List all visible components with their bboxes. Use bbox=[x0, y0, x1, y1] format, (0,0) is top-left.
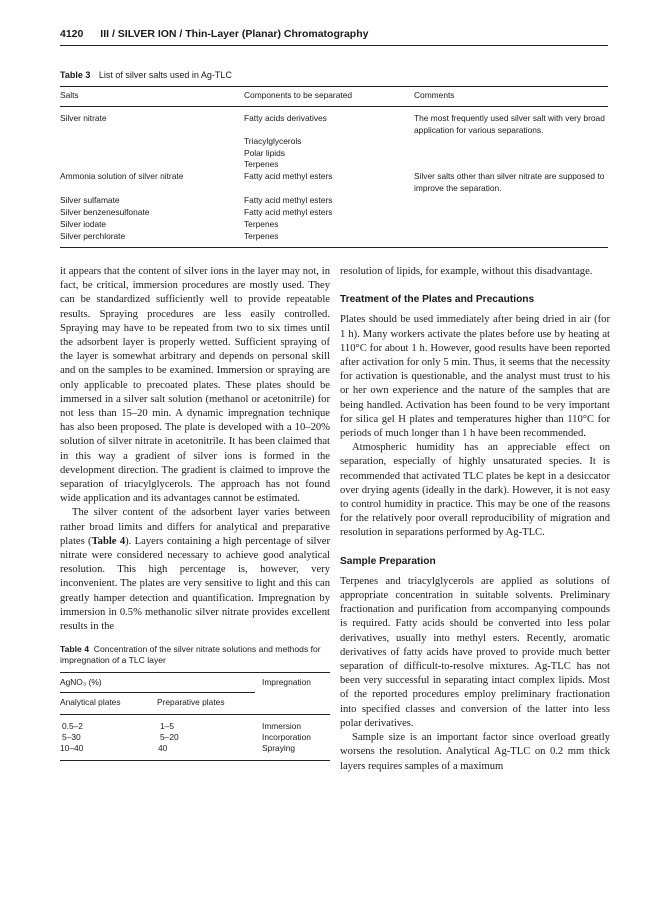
table4-reference: Table 4 bbox=[91, 535, 126, 547]
body-paragraph: Atmospheric humidity has an appreciable effect on separation, especially of highly unsaturated species. It is recommended that activated TLC plates be kept in a desiccator over drying agents (ideally in the dark). However, it is not easy to control humidity in practice. This may be one of the reasons for the relatively poor overall reproducibility of migration and resolution in separations performed by Ag-TLC. bbox=[340, 442, 610, 539]
component-cell: Fatty acid methyl esters bbox=[244, 207, 333, 217]
salt-cell: Silver nitrate bbox=[60, 113, 107, 123]
body-paragraph: Sample size is an important factor since overload greatly worsens the resolution. Analytical Ag-TLC on 0.2 mm thick layers requires samples of a maximum bbox=[340, 732, 610, 772]
table3-col-components: Components to be separated bbox=[244, 90, 353, 100]
table4-header-rule bbox=[60, 714, 330, 715]
table3-col-salts: Salts bbox=[60, 90, 79, 100]
section-heading: Sample Preparation bbox=[340, 555, 436, 567]
section-heading: Treatment of the Plates and Precautions bbox=[340, 294, 535, 306]
body-paragraph bbox=[60, 506, 330, 634]
salt-cell: Silver iodate bbox=[60, 219, 107, 229]
table3-label: Table 3 bbox=[60, 70, 91, 80]
preparative-cell: 1–5 bbox=[160, 721, 174, 732]
body-paragraph: Plates should be used immediately after being dried in air (for 1 h). Many workers activate the plates before use by heating at 110°C for about 1 h. However, good results have been reported after activation for only 5 min. Thus, it seems that the necessity for activation is questionable, and the analyst must trust to his or her own experience and the nature of the samples that are being handled. Activation has been found to be very important for silica gel H plates and temperatures higher than 110°C for periods of much longer than 1 h have been recommended. bbox=[340, 314, 610, 440]
impregnation-cell: Spraying bbox=[262, 743, 296, 754]
table-row bbox=[60, 721, 330, 732]
table3-header-rule bbox=[60, 106, 608, 107]
component-cell: Terpenes bbox=[244, 159, 279, 169]
salt-cell: Silver perchlorate bbox=[60, 231, 126, 241]
table4-header-agno3: AgNO₃ (%) bbox=[60, 677, 102, 688]
table3-col-comments: Comments bbox=[414, 90, 455, 100]
table4-top-rule bbox=[60, 672, 330, 673]
salt-cell: Silver benzenesulfonate bbox=[60, 207, 150, 217]
right-column bbox=[340, 265, 610, 774]
component-cell: Fatty acid methyl esters bbox=[244, 195, 333, 205]
component-cell: Polar lipids bbox=[244, 147, 285, 158]
analytical-cell: 5–30 bbox=[62, 732, 81, 743]
table4-header-impregnation: Impregnation bbox=[262, 677, 311, 688]
preparative-cell: 40 bbox=[158, 743, 168, 754]
table4 bbox=[60, 672, 330, 761]
table3-bottom-rule bbox=[60, 247, 608, 248]
component-cell: Fatty acids derivatives bbox=[244, 113, 327, 123]
component-cell: Terpenes bbox=[244, 219, 279, 229]
running-title: III / SILVER ION / Thin-Layer (Planar) Chromatography bbox=[100, 28, 369, 40]
impregnation-cell: Incorporation bbox=[262, 732, 311, 743]
body-paragraph: resolution of lipids, for example, without this disadvantage. bbox=[340, 266, 593, 277]
table4-bottom-rule bbox=[60, 760, 330, 761]
table4-subheader-row bbox=[60, 697, 330, 708]
text-run: ). Layers containing a high percentage of silver nitrate were considered necessary to achieve good analytical resolution. This high percentage is, however, very inconvenient. The plates are very sensitive to light and this can greatly hamper detection and quantification. Impregnation by immersion in 0.5% methanolic silver nitrate provides excellent results in the bbox=[60, 535, 330, 633]
analytical-cell: 10–40 bbox=[60, 743, 84, 754]
text-run: The silver content of the adsorbent layer varies between rather broad limits and differs for analytical and preparative plates ( bbox=[60, 507, 330, 547]
running-header bbox=[60, 28, 608, 40]
header-rule bbox=[60, 45, 608, 46]
preparative-cell: 5–20 bbox=[160, 732, 179, 743]
table3-caption-text: List of silver salts used in Ag-TLC bbox=[98, 70, 232, 80]
analytical-cell: 0.5–2 bbox=[62, 721, 83, 732]
table4-header-row bbox=[60, 677, 330, 688]
component-cell: Terpenes bbox=[244, 231, 279, 241]
table4-caption-text: Concentration of the silver nitrate solutions and methods for impregnation of a TLC layer bbox=[60, 644, 321, 666]
table4-caption bbox=[60, 644, 330, 666]
table-row bbox=[60, 732, 330, 743]
body-paragraph: Terpenes and triacylglycerols are applied as solutions of appropriate concentration in suitable solvents. Preliminary fractionation and purification from accompanying compounds is required. Fatty acids should be converted into less polar derivatives, usually into methyl esters. Recently, aromatic derivatives of fatty acids have proved to provide much better separation of difficult-to-resolve mixtures. Ag-TLC has not been very successful in separating intact complex lipids. Most of the reported procedures employ preliminary fractionation into specified classes and conversion of the latter into less polar derivatives. bbox=[340, 575, 610, 729]
body-paragraph: it appears that the content of silver ions in the layer may not, in fact, be critical, immersion procedures are mostly used. They can be standardized sufficiently well to provide repeatable results. Spraying procedures are less easily controlled. Spraying may have to be repeated from two to six times until the adsorbent layer is properly wetted. Sufficient spraying of the layer is somewhat arbitrary and depends on personal skill and on the samples to be examined. Immersion or spraying are only applicable to precoated plates. These plates should be immersed in a silver salt solution (methanol or acetonitrile) for not less than 15–20 min. A dynamic impregnation technique has also been proposed. The plate is developed with a 10–20% solution of silver nitrate in acetonitrile. It has been claimed that in this way a gradient of silver ions is formed in the development direction. The gradient is claimed to improve the separation of triacylglycerols. The approach has not found wide application and its advantages cannot be estimated. bbox=[60, 266, 330, 505]
salt-cell: Silver sulfamate bbox=[60, 195, 120, 205]
comment-cell: Silver salts other than silver nitrate are supposed to improve the separation. bbox=[414, 171, 605, 193]
salt-cell: Ammonia solution of silver nitrate bbox=[60, 171, 184, 181]
comment-cell: The most frequently used silver salt with very broad application for various separations. bbox=[414, 113, 605, 135]
table4-sub-analytical: Analytical plates bbox=[60, 697, 121, 708]
table4-sub-rule bbox=[60, 692, 255, 693]
component-cell: Fatty acid methyl esters bbox=[244, 171, 333, 181]
component-cell: Triacylglycerols bbox=[244, 136, 302, 146]
table3-top-rule bbox=[60, 86, 608, 87]
table-row bbox=[60, 743, 330, 754]
table4-label: Table 4 bbox=[60, 644, 89, 655]
page-number: 4120 bbox=[60, 28, 84, 40]
left-column bbox=[60, 265, 330, 761]
table4-sub-preparative: Preparative plates bbox=[157, 697, 225, 708]
table3-caption bbox=[60, 70, 232, 80]
impregnation-cell: Immersion bbox=[262, 721, 302, 732]
